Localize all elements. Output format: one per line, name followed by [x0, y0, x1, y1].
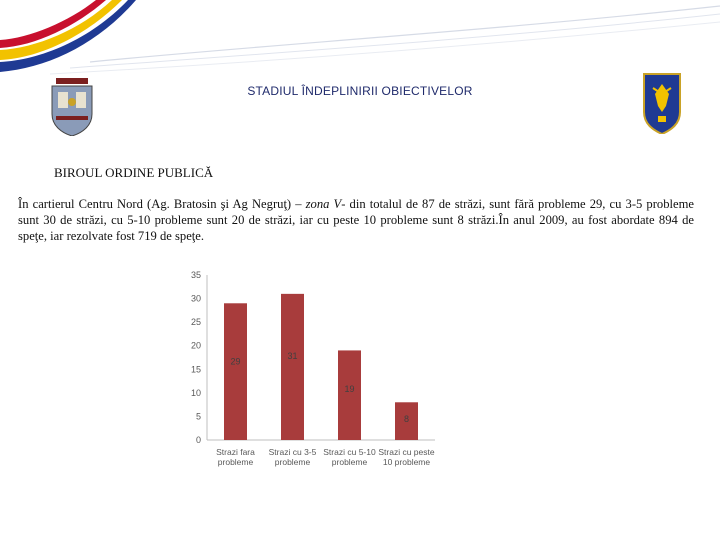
x-tick-label: 10 probleme: [382, 457, 431, 467]
y-tick-label: 25: [190, 317, 201, 328]
police-crest-icon: [641, 72, 683, 134]
y-tick-label: 0: [195, 435, 201, 445]
x-tick-label: probleme: [331, 457, 368, 467]
data-label: 8: [403, 414, 410, 425]
data-label: 19: [344, 384, 355, 395]
x-tick-label: Strazi cu 3-5: [268, 447, 317, 457]
y-tick-label: 30: [190, 293, 201, 304]
flag-swoosh-decoration: [0, 0, 720, 80]
x-tick-label: Strazi cu peste: [378, 447, 435, 457]
section-heading: BIROUL ORDINE PUBLICĂ: [54, 165, 214, 180]
y-tick-label: 35: [190, 270, 201, 280]
page-title: STADIUL ÎNDEPLINIRII OBIECTIVELOR: [247, 84, 473, 98]
bar: [224, 303, 247, 440]
data-label: 29: [230, 356, 241, 367]
y-tick-label: 20: [190, 340, 201, 351]
y-tick-label: 15: [190, 364, 201, 375]
x-tick-label: Strazi fara: [216, 447, 255, 457]
body-paragraph: [18, 196, 694, 244]
zone-label: zona V: [305, 197, 342, 211]
paragraph-part-2: - din totalul de 87 de străzi, sunt fără probleme 29, cu 3-5 probleme sunt 30 de străzi, cu 5-10 probleme sunt 20 de străzi, iar cu peste 10 probleme sunt 8 străzi.În anul 2009, au fost abordate 894 de speţe, iar rezolvate fost 719 de speţe.: [18, 197, 694, 243]
bar: [281, 294, 304, 440]
bar: [338, 350, 361, 440]
x-tick-label: Strazi cu 5-10: [323, 447, 376, 457]
data-label: 31: [287, 351, 298, 362]
paragraph-part-1: În cartierul Centru Nord (Ag. Bratosin şi Ag Negruţ) –: [18, 197, 306, 211]
x-tick-label: probleme: [274, 457, 311, 467]
y-tick-label: 5: [195, 411, 201, 422]
x-tick-label: probleme: [217, 457, 254, 467]
bar-chart: [185, 265, 455, 480]
city-coat-of-arms-icon: [50, 78, 94, 136]
y-tick-label: 10: [190, 387, 201, 398]
